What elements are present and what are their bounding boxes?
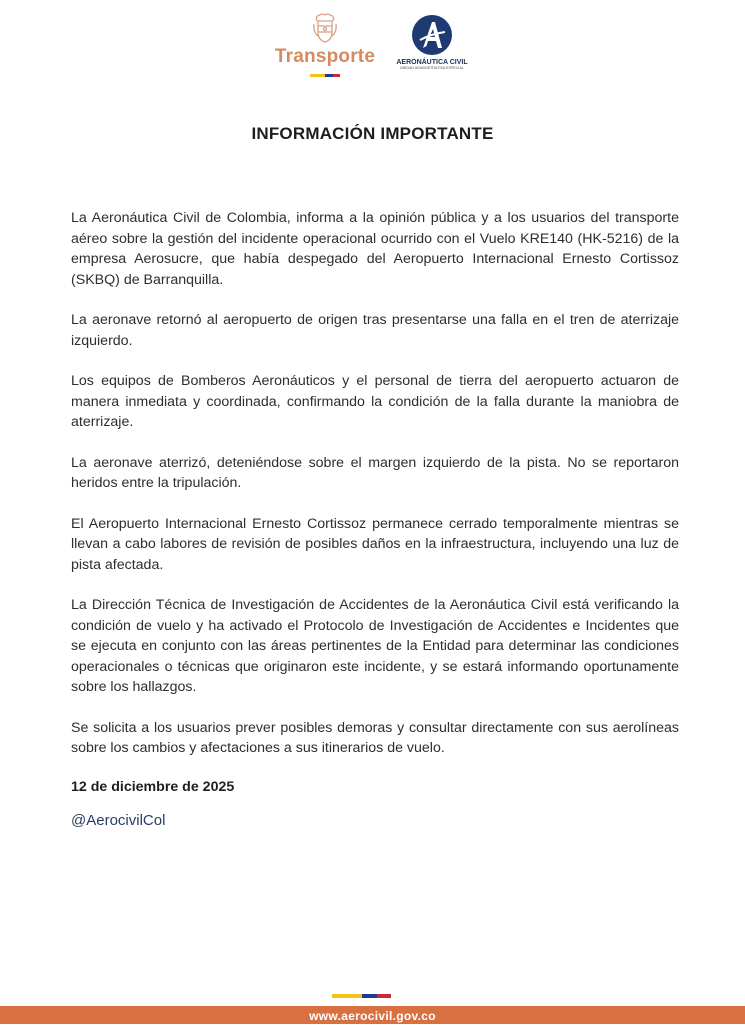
flag-yellow: [310, 74, 325, 77]
paragraph: La Dirección Técnica de Investigación de Accidentes de la Aeronáutica Civil está verificando la condición de vuelo y ha activado el Protocolo de Investigación de Accidentes e Incidentes que se ejecuta en conjunto con las áreas pertinentes de la Entidad para determinar las condiciones operacionales o técnicas que originaron este incidente, y se estará informando oportunamente sobre los hallazgos.: [71, 597, 679, 695]
page-title: INFORMACIÓN IMPORTANTE: [251, 124, 494, 143]
flag-blue: [325, 74, 333, 77]
colombia-flag-stripe: [310, 74, 340, 77]
footer-bar: [0, 1006, 745, 1024]
flag-blue: [362, 994, 377, 998]
flag-red: [377, 994, 391, 998]
transporte-logo: [270, 12, 380, 77]
paragraph: Los equipos de Bomberos Aeronáuticos y el personal de tierra del aeropuerto actuaron de manera inmediata y coordinada, confirmando la condición de la falla durante la maniobra de aterrizaje.: [71, 373, 679, 430]
document-body: [71, 208, 679, 795]
paragraph: Se solicita a los usuarios prever posibles demoras y consultar directamente con sus aerolíneas sobre los cambios y afectaciones a sus itinerarios de vuelo.: [71, 719, 679, 756]
flag-red: [333, 74, 340, 77]
paragraph: La Aeronáutica Civil de Colombia, informa a la opinión pública y a los usuarios del transporte aéreo sobre la gestión del incidente operacional ocurrido con el Vuelo KRE140 (HK-5216) de la empresa Aerosucre, que había despegado del Aeropuerto Internacional Ernesto Cortissoz (SKBQ) de Barranquilla.: [71, 210, 679, 288]
document-date: 12 de diciembre de 2025: [71, 778, 235, 795]
flag-yellow: [332, 994, 362, 998]
paragraph: La aeronave retornó al aeropuerto de origen tras presentarse una falla en el tren de aterrizaje izquierdo.: [71, 312, 679, 349]
colombia-coat-of-arms-icon: [312, 12, 338, 44]
aerocivil-a-icon: [411, 14, 453, 56]
aerocivil-logo: [394, 14, 470, 70]
paragraph: El Aeropuerto Internacional Ernesto Cortissoz permanece cerrado temporalmente mientras se llevan a cabo labores de revisión de posibles daños en la infraestructura, incluyendo una luz de pista afectada.: [71, 515, 679, 573]
aerocivil-subtitle: UNIDAD ADMINISTRATIVA ESPECIAL: [400, 66, 464, 70]
transporte-wordmark: Transporte: [274, 46, 376, 67]
letterhead: [0, 0, 745, 90]
footer-flag-stripe: [332, 994, 391, 998]
paragraph: La aeronave aterrizó, deteniéndose sobre el margen izquierdo de la pista. No se reportaron heridos entre la tripulación.: [71, 454, 679, 491]
aerocivil-name: AERONÁUTICA CIVIL: [396, 59, 468, 66]
social-handle[interactable]: @AerocivilCol: [71, 812, 166, 829]
website-link[interactable]: www.aerocivil.gov.co: [309, 1009, 436, 1023]
